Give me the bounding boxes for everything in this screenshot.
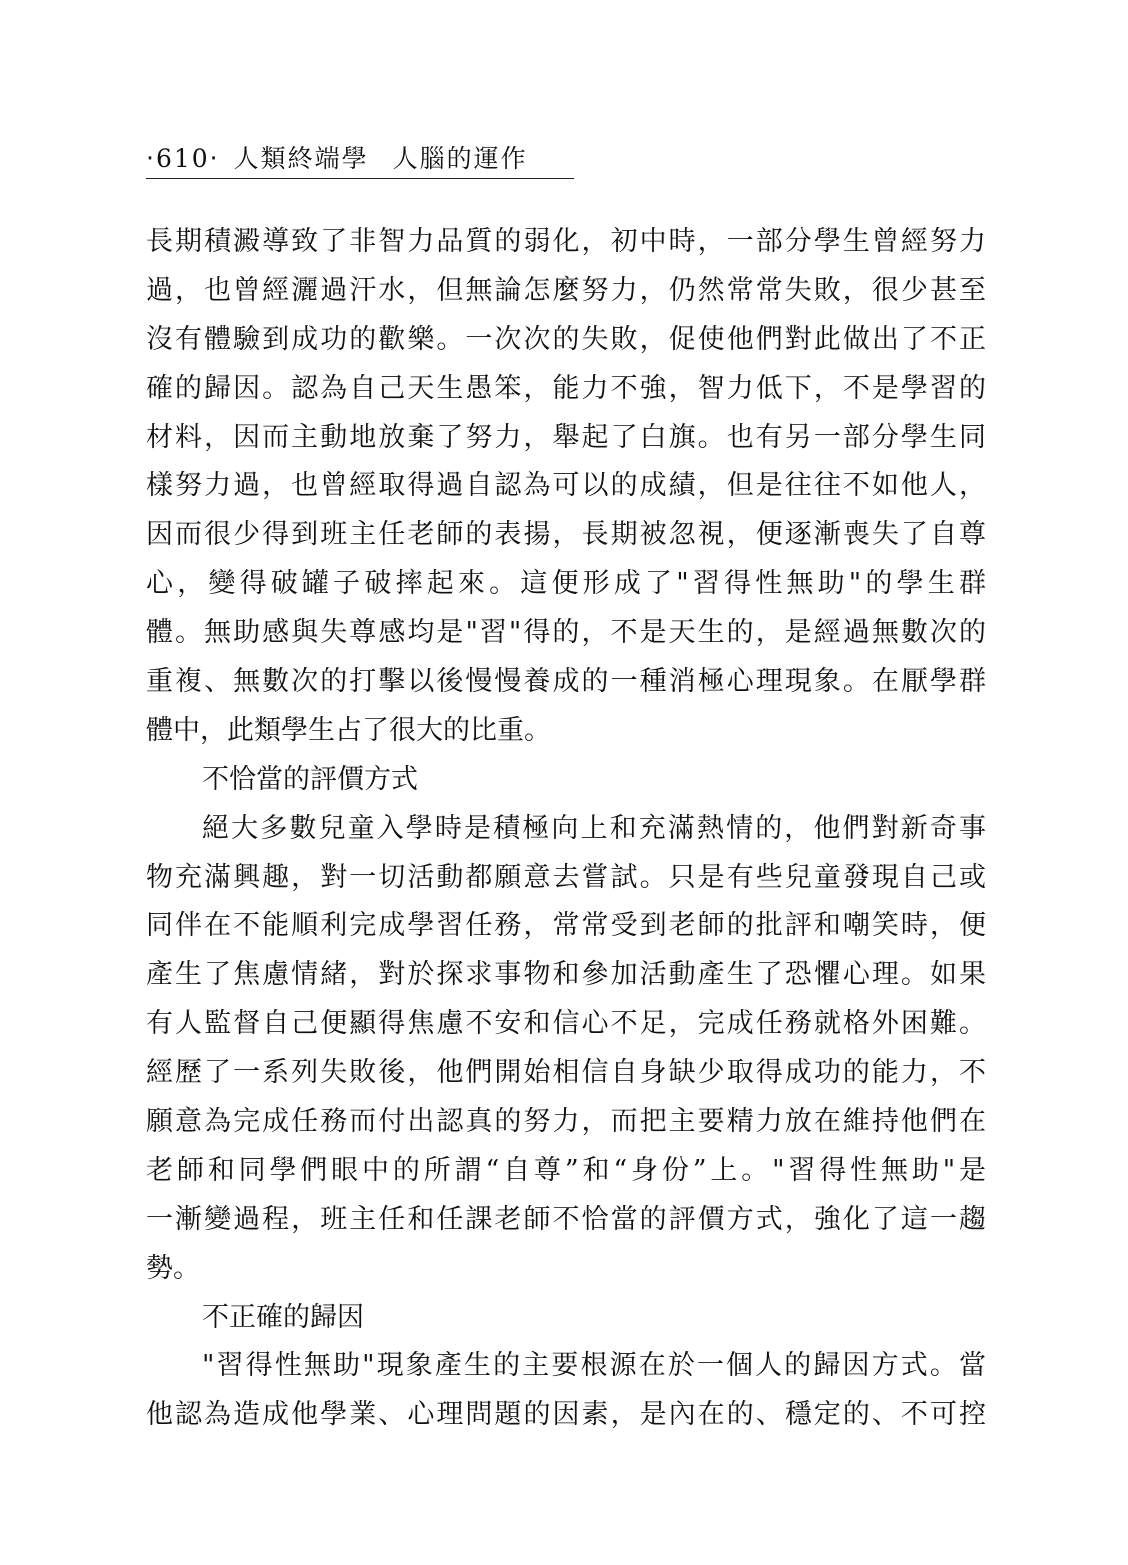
text-line: 願意為完成任務而付出認真的努力，而把主要精力放在維持他們在 bbox=[146, 1106, 986, 1138]
text-line: 經歷了一系列失敗後，他們開始相信自身缺少取得成功的能力，不 bbox=[146, 1057, 986, 1089]
section-heading: 不恰當的評價方式 bbox=[202, 763, 418, 795]
text-line: 心，變得破罐子破摔起來。這便形成了"習得性無助"的學生群 bbox=[146, 568, 986, 600]
text-line: 體中，此類學生占了很大的比重。 bbox=[146, 714, 551, 746]
text-line: 重複、無數次的打擊以後慢慢養成的一種消極心理現象。在厭學群 bbox=[146, 666, 986, 698]
text-line: 長期積澱導致了非智力品質的弱化，初中時，一部分學生曾經努力 bbox=[146, 226, 986, 257]
text-line: 物充滿興趣，對一切活動都願意去嘗試。只是有些兒童發現自己或 bbox=[146, 861, 986, 893]
page-number: ‧610‧ bbox=[146, 144, 220, 173]
text-line: 材料，因而主動地放棄了努力，舉起了白旗。也有另一部分學生同 bbox=[146, 421, 986, 453]
text-line: 老師和同學們眼中的所謂“自尊”和“身份”上。"習得性無助"是 bbox=[146, 1154, 986, 1186]
text-line: 樣努力過，也曾經取得過自認為可以的成績，但是往往不如他人， bbox=[146, 470, 986, 502]
text-line: 體。無助感與失尊感均是"習"得的，不是天生的，是經過無數次的 bbox=[146, 617, 986, 649]
text-line: 勢。 bbox=[146, 1252, 200, 1284]
text-line: 沒有體驗到成功的歡樂。一次次的失敗，促使他們對此做出了不正 bbox=[146, 323, 986, 355]
running-header bbox=[146, 142, 574, 179]
text-line: 過，也曾經灑過汗水，但無論怎麼努力，仍然常常失敗，很少甚至 bbox=[146, 274, 986, 306]
chapter-title: 人腦的運作 bbox=[392, 144, 528, 173]
text-line: 絕大多數兒童入學時是積極向上和充滿熱情的，他們對新奇事 bbox=[202, 812, 986, 844]
text-line: "習得性無助"現象產生的主要根源在於一個人的歸因方式。當 bbox=[202, 1350, 986, 1382]
section-heading: 不正確的歸因 bbox=[202, 1301, 364, 1333]
text-line: 有人監督自己便顯得焦慮不安和信心不足，完成任務就格外困難。 bbox=[146, 1008, 986, 1040]
text-line: 確的歸因。認為自己天生愚笨，能力不強，智力低下，不是學習的 bbox=[146, 372, 986, 404]
text-line: 因而很少得到班主任老師的表揚，長期被忽視，便逐漸喪失了自尊 bbox=[146, 519, 986, 551]
book-title: 人類終端學 bbox=[233, 144, 369, 173]
text-line: 一漸變過程，班主任和任課老師不恰當的評價方式，強化了這一趨 bbox=[146, 1203, 986, 1235]
body-text bbox=[146, 218, 986, 1440]
text-line: 他認為造成他學業、心理問題的因素，是內在的、穩定的、不可控 bbox=[146, 1399, 986, 1431]
text-line: 產生了焦慮情緒，對於探求事物和參加活動產生了恐懼心理。如果 bbox=[146, 959, 986, 991]
text-line: 同伴在不能順利完成學習任務，常常受到老師的批評和嘲笑時，便 bbox=[146, 910, 986, 942]
